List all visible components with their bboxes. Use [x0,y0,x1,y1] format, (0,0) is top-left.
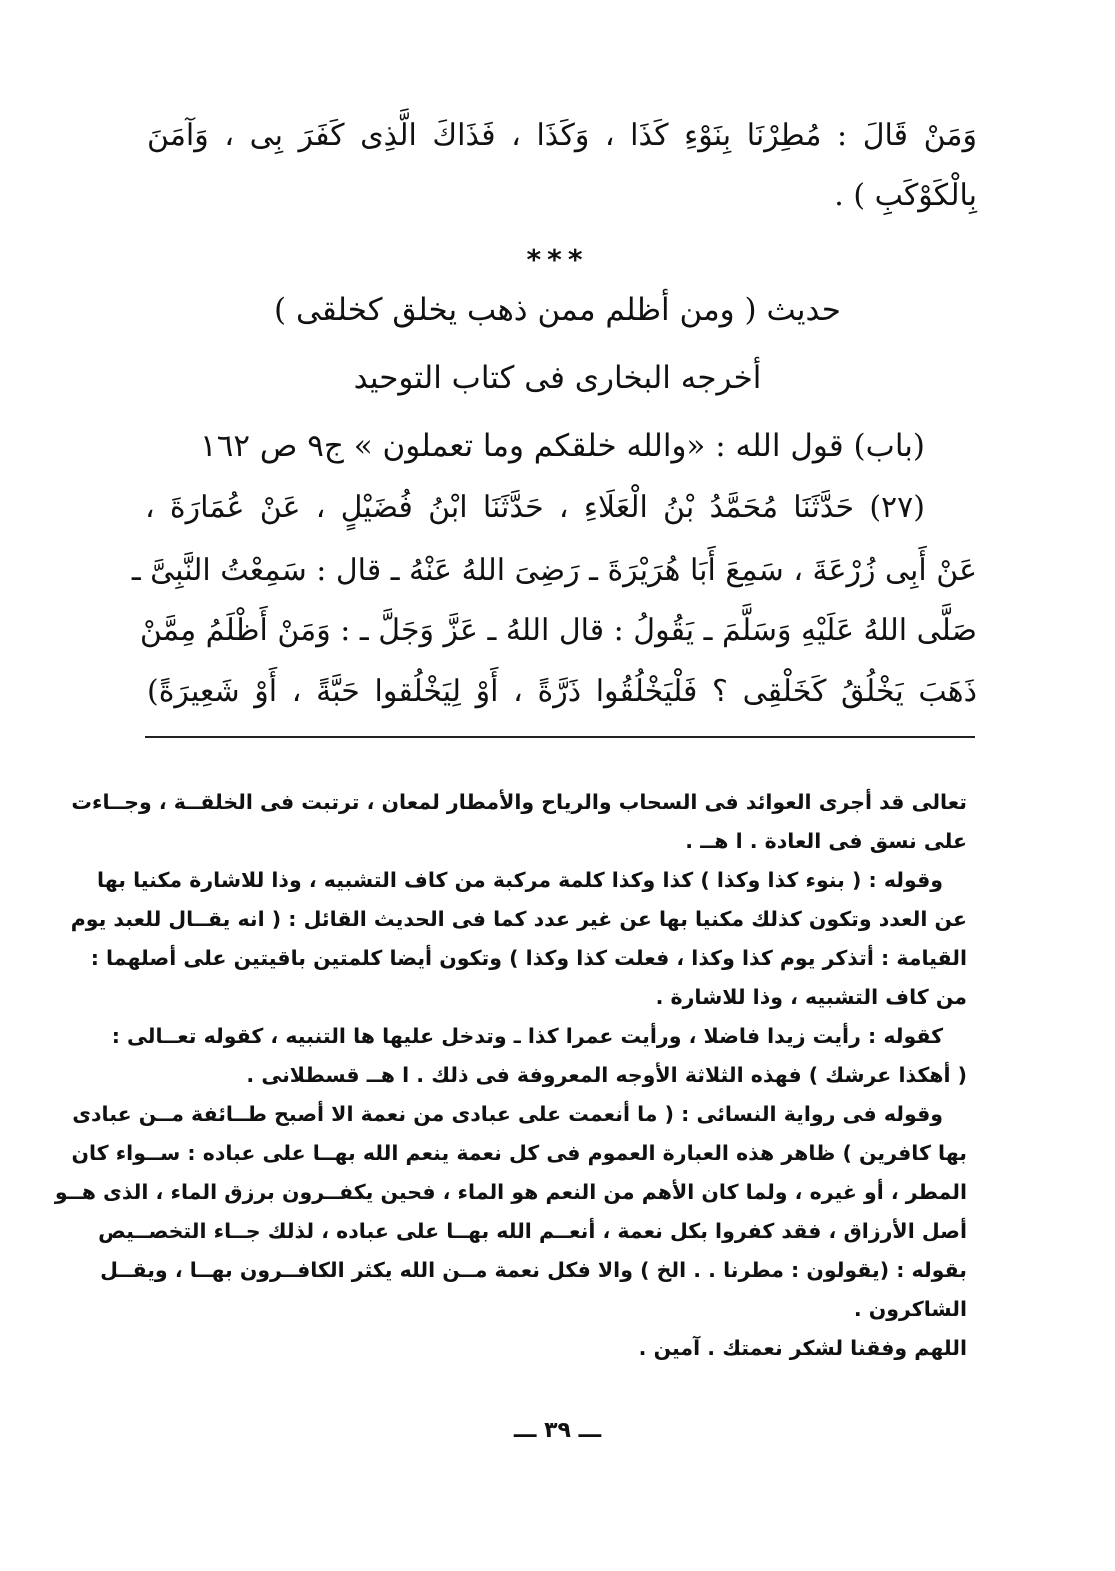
note-line: من كاف التشبيه ، وذا للاشارة . [655,985,967,1009]
note-line: المطر ، أو غيره ، ولما كان الأهم من النعم هو الماء ، فحين يكفــرون برزق الماء ، الذى هــو [54,1180,967,1204]
footnote-divider [145,736,975,738]
hadith-top-line-1: وَمَنْ قَالَ : مُطِرْنَا بِنَوْءِ كَذَا ، وَكَذَا ، فَذَاكَ الَّذِى كَفَرَ بِى ، وَآمَنَ [147,118,977,153]
note-line: الشاكرون . [853,1297,967,1321]
note-line: عن العدد وتكون كذلك مكنيا بها عن غير عدد كما فى الحديث القائل : ( انه يقــال للعبد يوم [70,907,967,931]
note-line: على نسق فى العادة . ا هــ . [685,829,967,853]
page-number: ـــ ٣٩ ـــ [513,1418,602,1443]
hadith-27-line-2: عَنْ أَبِى زُرْعَةَ ، سَمِعَ أَبَا هُرَيْرَةَ ـ رَضِىَ اللهُ عَنْهُ ـ قال : سَمِعْتُ النَّبِىَّ ـ [131,553,977,588]
chapter-heading: (باب) قول الله : «والله خلقكم وما تعملون » ج٩ ص ١٦٢ [200,428,925,464]
section-title: حديث ( ومن أظلم ممن ذهب يخلق كخلقى ) [274,292,841,328]
hadith-27-line-4: ذَهَبَ يَخْلُقُ كَخَلْقِى ؟ فَلْيَخْلُقُوا ذَرَّةً ، أَوْ لِيَخْلُقوا حَبَّةً ، أَوْ شَعِيرَةً) [147,674,977,709]
note-line: بها كافرين ) ظاهر هذه العبارة العموم فى كل نعمة ينعم الله بهــا على عباده : ســواء كان [71,1141,967,1165]
note-line: اللهم وفقنا لشكر نعمتك . آمين . [638,1336,967,1360]
hadith-top-line-2: بِالْكَوْكَبِ ) . [834,178,977,213]
note-line: كقوله : رأيت زيدا فاضلا ، ورأيت عمرا كذا ـ وتدخل عليها ها التنبيه ، كقوله تعــالى : [111,1024,943,1048]
hadith-27-line-3: صَلَّى اللهُ عَلَيْهِ وَسَلَّمَ ـ يَقُولُ : قال اللهُ ـ عَزَّ وَجَلَّ ـ : وَمَنْ أَظْلَمُ مِمَّنْ [139,613,977,648]
separator-stars: *** [526,243,589,276]
note-line: وقوله : ( بنوء كذا وكذا ) كذا وكذا كلمة مركبة من كاف التشبيه ، وذا للاشارة مكنيا بها [97,868,943,892]
note-line: ( أهكذا عرشك ) فهذه الثلاثة الأوجه المعروفة فى ذلك . ا هــ قسطلانى . [246,1063,967,1087]
section-source: أخرجه البخارى فى كتاب التوحيد [353,360,762,396]
note-line: القيامة : أتذكر يوم كذا وكذا ، فعلت كذا وكذا ) وتكون أيضا كلمتين باقيتين على أصلهما : [90,946,967,970]
note-line: بقوله : (يقولون : مطرنا . . الخ ) والا فكل نعمة مــن الله يكثر الكافــرون بهــا ، ويقــل [100,1258,967,1282]
hadith-27-line-1: (٢٧) حَدَّثَنَا مُحَمَّدُ بْنُ الْعَلَاءِ ، حَدَّثَنَا ابْنُ فُضَيْلٍ ، عَنْ عُمَارَةَ ، [145,490,925,525]
note-line: تعالى قد أجرى العوائد فى السحاب والرياح والأمطار لمعان ، ترتبت فى الخلقــة ، وجــاءت [71,790,967,814]
note-line: وقوله فى رواية النسائى : ( ما أنعمت على عبادى من نعمة الا أصبح طــائفة مــن عبادى [72,1102,943,1126]
note-line: أصل الأرزاق ، فقد كفروا بكل نعمة ، أنعــم الله بهــا على عباده ، لذلك جــاء التخصــيص [98,1219,967,1243]
